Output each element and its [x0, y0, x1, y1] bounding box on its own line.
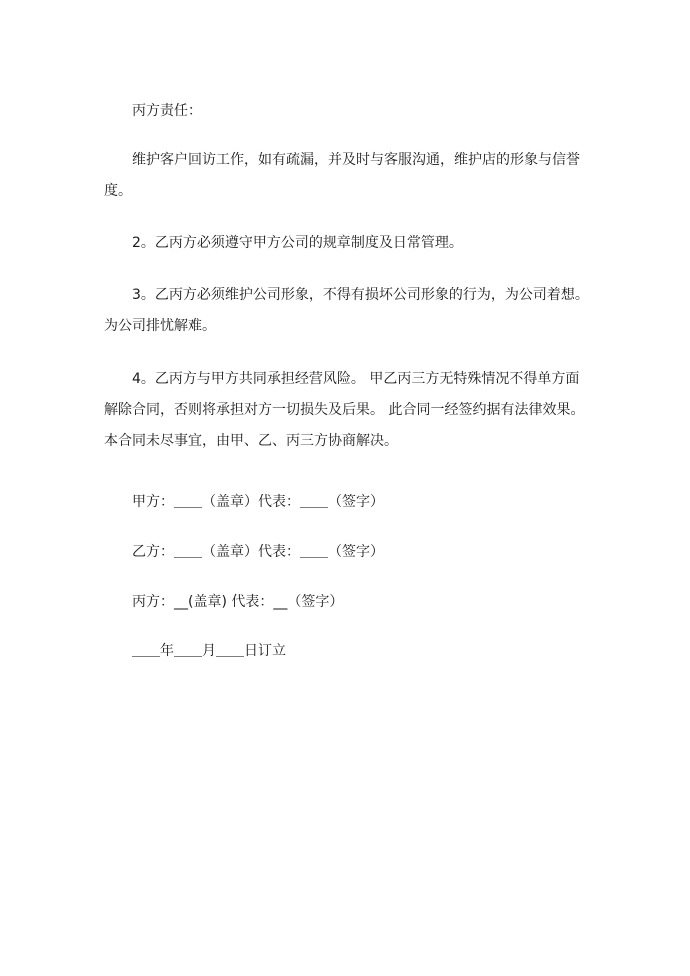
paragraph-clause-3: 3。乙丙方必须维护公司形象，不得有损坏公司形象的行为，为公司着想。为公司排忧解难。 [104, 287, 589, 334]
signature-line-party-c: 丙方：__(盖章) 代表：__（签字） [132, 594, 344, 610]
signature-line-party-a: 甲方：＿＿（盖章）代表：＿＿（签字） [132, 494, 384, 510]
paragraph-customer-followup: 维护客户回访工作，如有疏漏，并及时与客服沟通，维护店的形象与信誉度。 [104, 152, 580, 199]
signature-line-party-b: 乙方：＿＿（盖章）代表：＿＿（签字） [132, 544, 384, 560]
party-c-responsibility-heading: 丙方责任： [132, 103, 202, 119]
paragraph-clause-4: 4。乙丙方与甲方共同承担经营风险。 甲乙丙三方无特殊情况不得单方面解除合同，否则将承担对方一切损失及后果。 此合同一经签约据有法律效果。本合同未尽事宜，由甲、乙、丙三方协商解决。 [104, 371, 585, 449]
paragraph-clause-2: 2。乙丙方必须遵守甲方公司的规章制度及日常管理。 [132, 235, 463, 251]
date-line: ＿＿年＿＿月＿＿日订立 [132, 643, 286, 659]
